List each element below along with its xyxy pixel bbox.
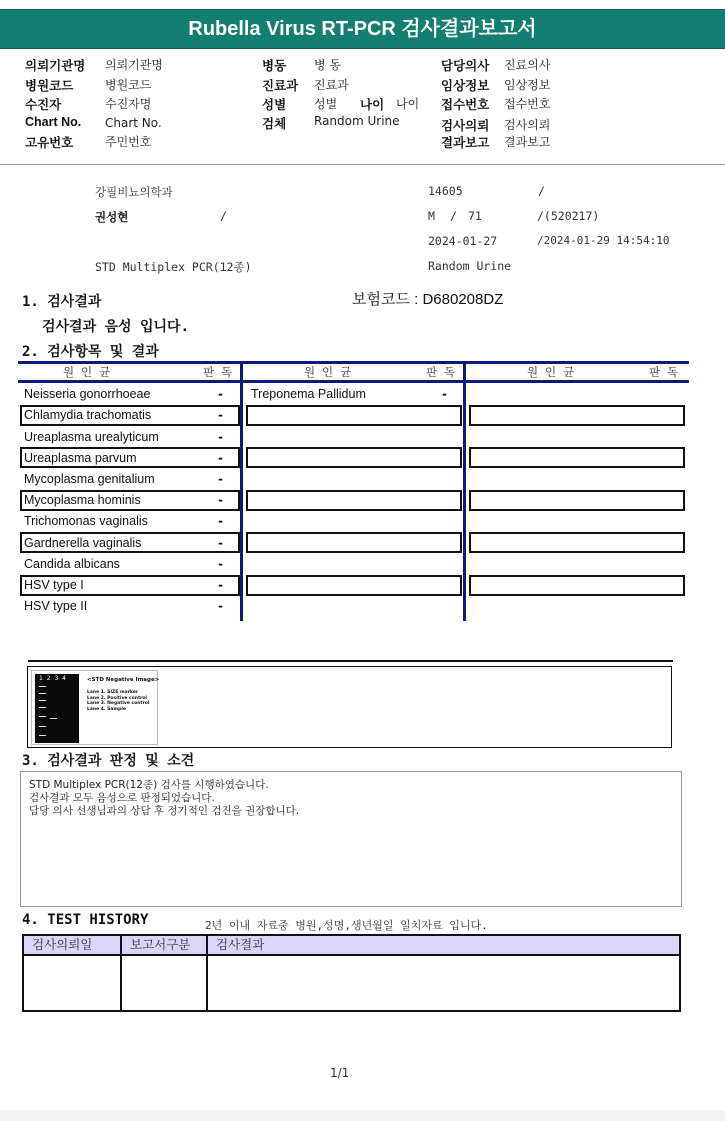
header-label-department: 진료과	[262, 79, 299, 93]
header-value-report-date: 결과보고	[504, 135, 551, 149]
empty-row-box	[469, 490, 685, 511]
empty-row-box	[469, 532, 685, 553]
header-value-patient: 수진자명	[105, 97, 152, 111]
history-col-request-date: 검사의뢰일	[23, 935, 121, 955]
pathogen-result: -	[442, 387, 447, 401]
pathogen-name: Trichomonas vaginalis	[24, 514, 148, 528]
info-patient-name: 권성현	[95, 210, 129, 224]
header-label-chart-no: Chart No.	[25, 115, 82, 129]
info-slash: /	[450, 209, 457, 223]
section2-heading: 2. 검사항목 및 결과	[22, 344, 159, 360]
section1-heading: 1. 검사결과	[22, 294, 102, 310]
header-value-institution: 의뢰기관명	[105, 58, 163, 72]
opinion-box	[20, 771, 682, 907]
opinion-line: 검사결과 모두 음성으로 판정되었습니다.	[29, 792, 215, 804]
pathogen-result: -	[218, 493, 223, 507]
pathogen-result: -	[218, 599, 223, 613]
gel-lane-numbers: 1 2 3 4	[39, 675, 67, 682]
pathogen-result: -	[218, 514, 223, 528]
empty-row-box	[246, 490, 462, 511]
pathogen-name: HSV type I	[24, 578, 84, 592]
info-specimen: Random Urine	[428, 259, 512, 273]
col-header-result: 판 독	[426, 365, 456, 379]
header-value-department: 진료과	[314, 78, 349, 92]
gel-image-card	[31, 670, 158, 745]
results-table-divider	[240, 361, 243, 621]
info-age: 71	[468, 209, 482, 223]
info-department: 강필비뇨의학과	[95, 185, 173, 199]
pathogen-name: Neisseria gonorrhoeae	[24, 387, 151, 401]
gel-section-rule	[28, 660, 673, 662]
header-label-institution: 의뢰기관명	[25, 59, 86, 73]
gel-marker-band	[39, 726, 46, 727]
header-label-unique-no: 고유번호	[25, 136, 74, 150]
pathogen-name: HSV type II	[24, 599, 88, 613]
col-header-result: 판 독	[649, 365, 679, 379]
gel-legend-item: Lane 3. Negative control	[87, 701, 150, 706]
info-slash: /	[220, 209, 227, 223]
history-table	[22, 934, 681, 1012]
header-value-ward: 병 동	[314, 58, 341, 72]
pathogen-name: Gardnerella vaginalis	[24, 536, 142, 550]
header-value-clinical-info: 임상정보	[504, 78, 551, 92]
col-header-result: 판 독	[203, 365, 233, 379]
pathogen-name: Chlamydia trachomatis	[24, 408, 152, 422]
header-label-receipt-no: 접수번호	[441, 98, 490, 112]
empty-row-box	[246, 532, 462, 553]
header-label-hospital-code: 병원코드	[25, 79, 74, 93]
report-title: Rubella Virus RT-PCR 검사결과보고서	[188, 18, 537, 40]
opinion-line: 담당 의사 선생님과의 상담 후 정기적인 검진을 권장합니다.	[29, 805, 300, 817]
header-label-request-date: 검사의뢰	[441, 119, 490, 133]
pathogen-result: -	[218, 557, 223, 571]
gel-image	[35, 674, 79, 743]
info-slash: /	[538, 184, 545, 198]
empty-row-box	[246, 447, 462, 468]
gel-marker-band	[39, 707, 46, 708]
gel-legend	[87, 690, 149, 712]
results-table-header-rule	[18, 380, 689, 383]
header-label-ward: 병동	[262, 59, 287, 73]
pathogen-name: Treponema Pallidum	[251, 387, 366, 401]
pathogen-result: -	[218, 408, 223, 422]
pathogen-result: -	[218, 578, 223, 592]
header-value-specimen: Random Urine	[314, 114, 400, 128]
history-col-result: 검사결과	[207, 935, 680, 955]
header-label-report-date: 결과보고	[441, 136, 490, 150]
section1-result: 검사결과 음성 입니다.	[42, 319, 190, 335]
empty-row-box	[246, 405, 462, 426]
col-header-pathogen: 원 인 균	[304, 365, 352, 379]
pathogen-name: Mycoplasma genitalium	[24, 472, 155, 486]
gel-positive-band	[50, 718, 57, 719]
section3-heading: 3. 검사결과 판정 및 소견	[22, 753, 195, 769]
gel-marker-band	[39, 700, 46, 701]
header-value-doctor: 진료의사	[504, 58, 551, 72]
gel-marker-band	[39, 686, 46, 687]
history-cell	[207, 955, 680, 1011]
info-code: 14605	[428, 184, 463, 198]
empty-row-box	[246, 575, 462, 596]
insurance-code: 보험코드 : D680208DZ	[352, 291, 504, 308]
header-value-age: 나이	[396, 97, 420, 111]
empty-row-box	[469, 405, 685, 426]
header-value-request-date: 검사의뢰	[504, 118, 551, 132]
col-header-pathogen: 원 인 균	[63, 365, 111, 379]
empty-row-box	[469, 447, 685, 468]
header-label-age: 나이	[360, 98, 385, 112]
info-test-name: STD Multiplex PCR(12종)	[95, 260, 252, 274]
history-note: 2년 이내 자료중 병원,성명,생년월일 일치자료 입니다.	[205, 919, 488, 932]
header-value-hospital-code: 병원코드	[105, 78, 152, 92]
page-number: 1/1	[330, 1066, 350, 1080]
pathogen-result: -	[218, 451, 223, 465]
history-cell	[121, 955, 207, 1011]
history-cell	[23, 955, 121, 1011]
pathogen-name: Ureaplasma urealyticum	[24, 430, 159, 444]
gel-legend-item: Lane 4. Sample	[87, 706, 126, 712]
history-col-report-type: 보고서구분	[121, 935, 207, 955]
gel-legend-item: Lane 1. SIZE marker	[87, 690, 139, 695]
info-sex: M	[428, 209, 435, 223]
gel-marker-band	[39, 716, 46, 717]
gel-marker-band	[39, 693, 46, 694]
results-table-top-rule	[18, 361, 689, 364]
pathogen-name: Candida albicans	[24, 557, 120, 571]
pathogen-result: -	[218, 472, 223, 486]
pathogen-name: Ureaplasma parvum	[24, 451, 137, 465]
gel-legend-item: Lane 2. Positive control	[87, 695, 147, 701]
gel-marker-band	[39, 735, 46, 736]
gel-title: <STD Negative Image>	[87, 677, 160, 683]
pathogen-result: -	[218, 430, 223, 444]
header-label-clinical-info: 임상정보	[441, 79, 490, 93]
title-bar	[0, 9, 725, 49]
header-label-specimen: 검체	[262, 117, 287, 131]
header-separator	[0, 164, 725, 165]
header-value-receipt-no: 접수번호	[504, 97, 551, 111]
col-header-pathogen: 원 인 균	[527, 365, 575, 379]
opinion-line: STD Multiplex PCR(12종) 검사를 시행하였습니다.	[29, 779, 269, 791]
header-value-chart-no: Chart No.	[105, 116, 162, 130]
pathogen-name: Mycoplasma hominis	[24, 493, 141, 507]
info-report-datetime: /2024-01-29 14:54:10	[537, 234, 670, 247]
pathogen-result: -	[218, 536, 223, 550]
header-value-sex: 성별	[314, 97, 338, 111]
empty-row-box	[469, 575, 685, 596]
header-label-doctor: 담당의사	[441, 59, 490, 73]
header-label-patient: 수진자	[25, 98, 62, 112]
pathogen-result: -	[218, 387, 223, 401]
results-table-divider	[463, 361, 466, 621]
section4-heading: 4. TEST HISTORY	[22, 912, 149, 928]
header-label-sex: 성별	[262, 98, 287, 112]
info-birth: /(520217)	[537, 209, 600, 223]
header-value-unique-no: 주민번호	[105, 135, 152, 149]
info-received-date: 2024-01-27	[428, 234, 498, 248]
